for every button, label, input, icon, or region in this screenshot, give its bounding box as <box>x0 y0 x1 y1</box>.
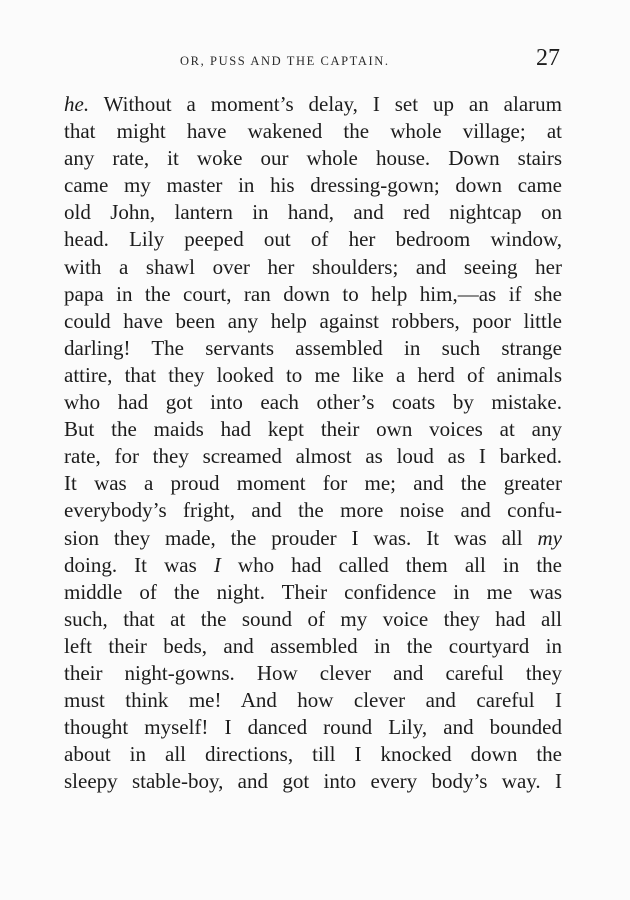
text-line <box>64 335 562 362</box>
text-line <box>64 714 562 741</box>
text-segment: old John, lantern in hand, and red nightcap on <box>64 200 562 225</box>
text-segment: about in all directions, till I knocked down the <box>64 742 562 767</box>
text-line <box>64 389 562 416</box>
text-line <box>64 497 562 524</box>
text-segment: who had called them all in the <box>220 552 562 577</box>
text-segment: But the maids had kept their own voices at any <box>64 417 562 442</box>
text-segment: with a shawl over her shoulders; and seeing her <box>64 254 562 279</box>
text-line <box>64 741 562 768</box>
text-line <box>64 172 562 199</box>
text-line <box>64 768 562 795</box>
text-segment: everybody’s fright, and the more noise and confu- <box>64 498 562 523</box>
text-segment: sleepy stable-boy, and got into every body’s way. I <box>64 769 562 794</box>
text-segment: thought myself! I danced round Lily, and bounded <box>64 715 562 740</box>
text-line <box>64 145 562 172</box>
text-segment: that might have wakened the whole village; at <box>64 119 562 144</box>
text-line <box>64 91 562 118</box>
text-segment: head. Lily peeped out of her bedroom window, <box>64 227 562 252</box>
text-segment: Without a moment’s delay, I set up an alarum <box>89 92 562 116</box>
text-line <box>64 552 562 579</box>
text-segment: any rate, it woke our whole house. Down stairs <box>64 146 562 171</box>
italic-segment: my <box>537 525 562 550</box>
text-line <box>64 281 562 308</box>
text-line <box>64 660 562 687</box>
body-paragraph <box>64 91 562 795</box>
text-line <box>64 579 562 606</box>
text-line <box>64 633 562 660</box>
italic-segment: he. <box>64 92 90 116</box>
page-number: 27 <box>536 45 560 71</box>
text-segment: It was a proud moment for me; and the greater <box>64 471 562 496</box>
text-segment: came my master in his dressing-gown; down came <box>64 173 562 198</box>
text-segment: attire, that they looked to me like a herd of animals <box>64 362 562 387</box>
text-line <box>64 362 562 389</box>
text-line <box>64 254 562 281</box>
text-line <box>64 308 562 335</box>
text-segment: such, that at the sound of my voice they had all <box>64 606 562 631</box>
text-segment: their night-gowns. How clever and careful they <box>64 660 562 685</box>
text-segment: could have been any help against robbers, poor little <box>64 308 562 333</box>
text-line <box>64 118 562 145</box>
text-line <box>64 470 562 497</box>
text-segment: must think me! And how clever and careful I <box>64 688 562 713</box>
text-line <box>64 226 562 253</box>
text-line <box>64 687 562 714</box>
text-line <box>64 606 562 633</box>
running-title: OR, PUSS AND THE CAPTAIN. <box>180 54 390 68</box>
text-segment: middle of the night. Their confidence in me was <box>64 579 562 604</box>
text-segment: left their beds, and assembled in the courtyard in <box>64 633 562 658</box>
text-segment: papa in the court, ran down to help him,—as if she <box>64 281 562 306</box>
text-segment: rate, for they screamed almost as loud as I barked. <box>64 444 562 469</box>
text-segment: who had got into each other’s coats by mistake. <box>64 390 562 415</box>
italic-segment: I <box>213 552 221 577</box>
text-segment: sion they made, the prouder I was. It was all <box>64 525 538 550</box>
text-segment: darling! The servants assembled in such strange <box>64 335 562 360</box>
text-line <box>64 416 562 443</box>
text-segment: doing. It was <box>64 552 214 577</box>
text-line <box>64 199 562 226</box>
text-line <box>64 443 562 470</box>
text-line <box>64 525 562 552</box>
